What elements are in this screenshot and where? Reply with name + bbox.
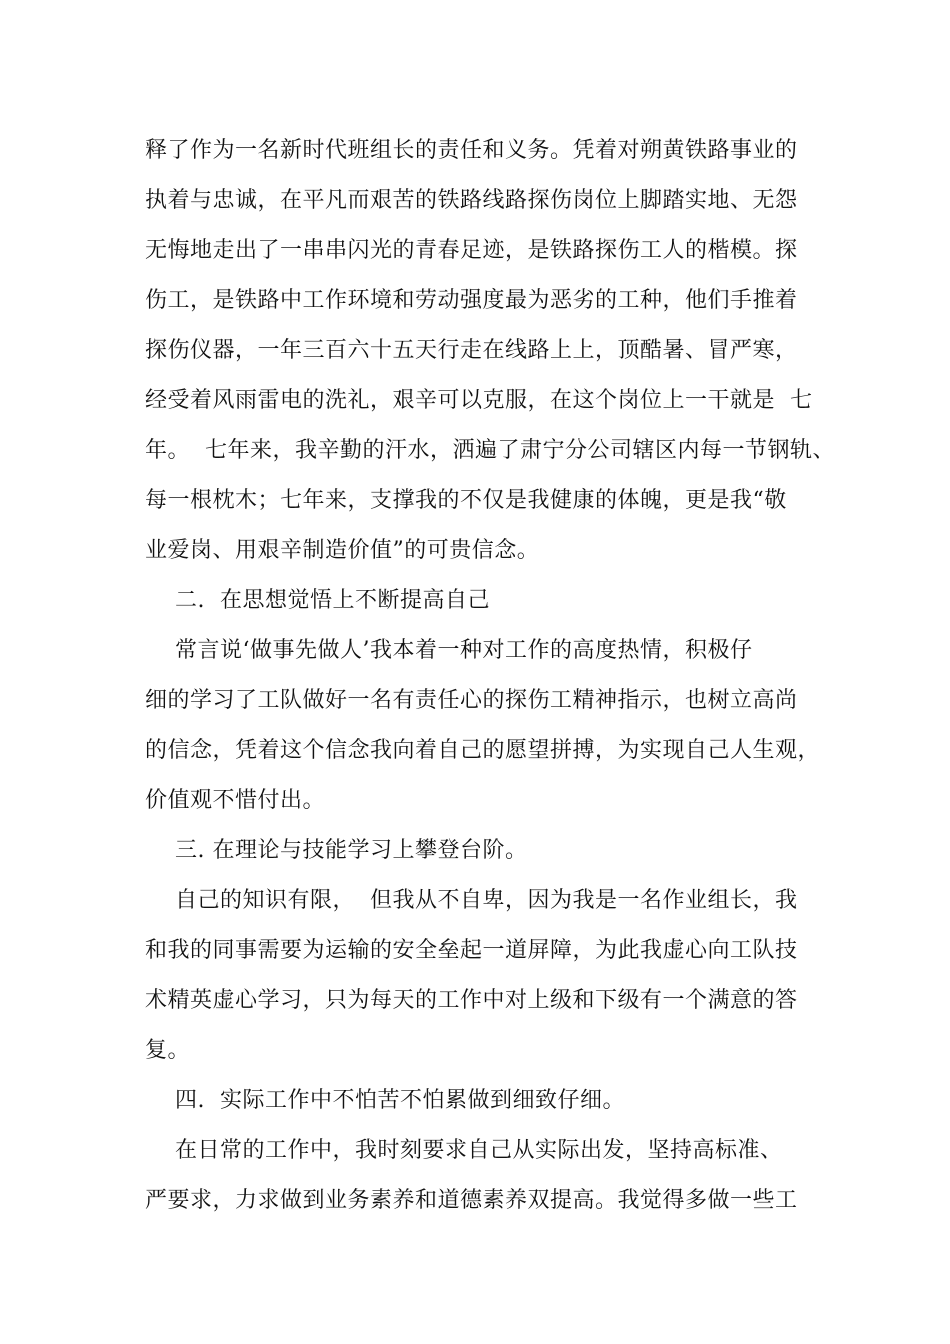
text-line: 执着与忠诚，在平凡而艰苦的铁路线路探伤岗位上脚踏实地、无怨 xyxy=(145,188,798,213)
text-line: 严要求，力求做到业务素养和道德素养双提高。我觉得多做一些工 xyxy=(145,1188,798,1213)
text-line: 常言说‘做事先做人’我本着一种对工作的高度热情，积极仔 xyxy=(145,638,753,663)
text-line: 术精英虚心学习，只为每天的工作中对上级和下级有一个满意的答 xyxy=(145,988,798,1013)
text-line: 无悔地走出了一串串闪光的青春足迹，是铁路探伤工人的楷模。探 xyxy=(145,238,798,263)
section-heading-2: 二. 在思想觉悟上不断提高自己 xyxy=(145,588,490,613)
text-line: 年。 七年来，我辛勤的汗水，洒遍了肃宁分公司辖区内每一节钢轨、 xyxy=(145,438,835,463)
text-line: 和我的同事需要为运输的安全垒起一道屏障，为此我虚心向工队技 xyxy=(145,938,798,963)
text-line: 伤工，是铁路中工作环境和劳动强度最为恶劣的工种，他们手推着 xyxy=(145,288,798,313)
section-heading-4: 四. 实际工作中不怕苦不怕累做到细致仔细。 xyxy=(145,1088,625,1113)
text-line: 自己的知识有限， 但我从不自卑，因为我是一名作业组长，我 xyxy=(145,888,798,913)
text-line: 每一根枕木；七年来，支撑我的不仅是我健康的体魄，更是我“敬 xyxy=(145,488,787,513)
text-line: 细的学习了工队做好一名有责任心的探伤工精神指示，也树立高尚 xyxy=(145,688,798,713)
text-line: 经受着风雨雷电的洗礼，艰辛可以克服，在这个岗位上一干就是 七 xyxy=(145,388,813,413)
text-line: 的信念，凭着这个信念我向着自己的愿望拼搏，为实现自己人生观， xyxy=(145,738,821,763)
text-line: 价值观不惜付出。 xyxy=(145,788,326,813)
text-line: 复。 xyxy=(145,1038,191,1063)
text-line: 探伤仪器，一年三百六十五天行走在线路上上，顶酷暑、冒严寒， xyxy=(145,338,798,363)
text-line: 在日常的工作中，我时刻要求自己从实际出发，坚持高标准、 xyxy=(145,1138,783,1163)
text-line: 业爱岗、用艰辛制造价值”的可贵信念。 xyxy=(145,538,540,563)
section-heading-3: 三. 在理论与技能学习上攀登台阶。 xyxy=(145,838,528,863)
text-line: 释了作为一名新时代班组长的责任和义务。凭着对朔黄铁路事业的 xyxy=(145,138,798,163)
